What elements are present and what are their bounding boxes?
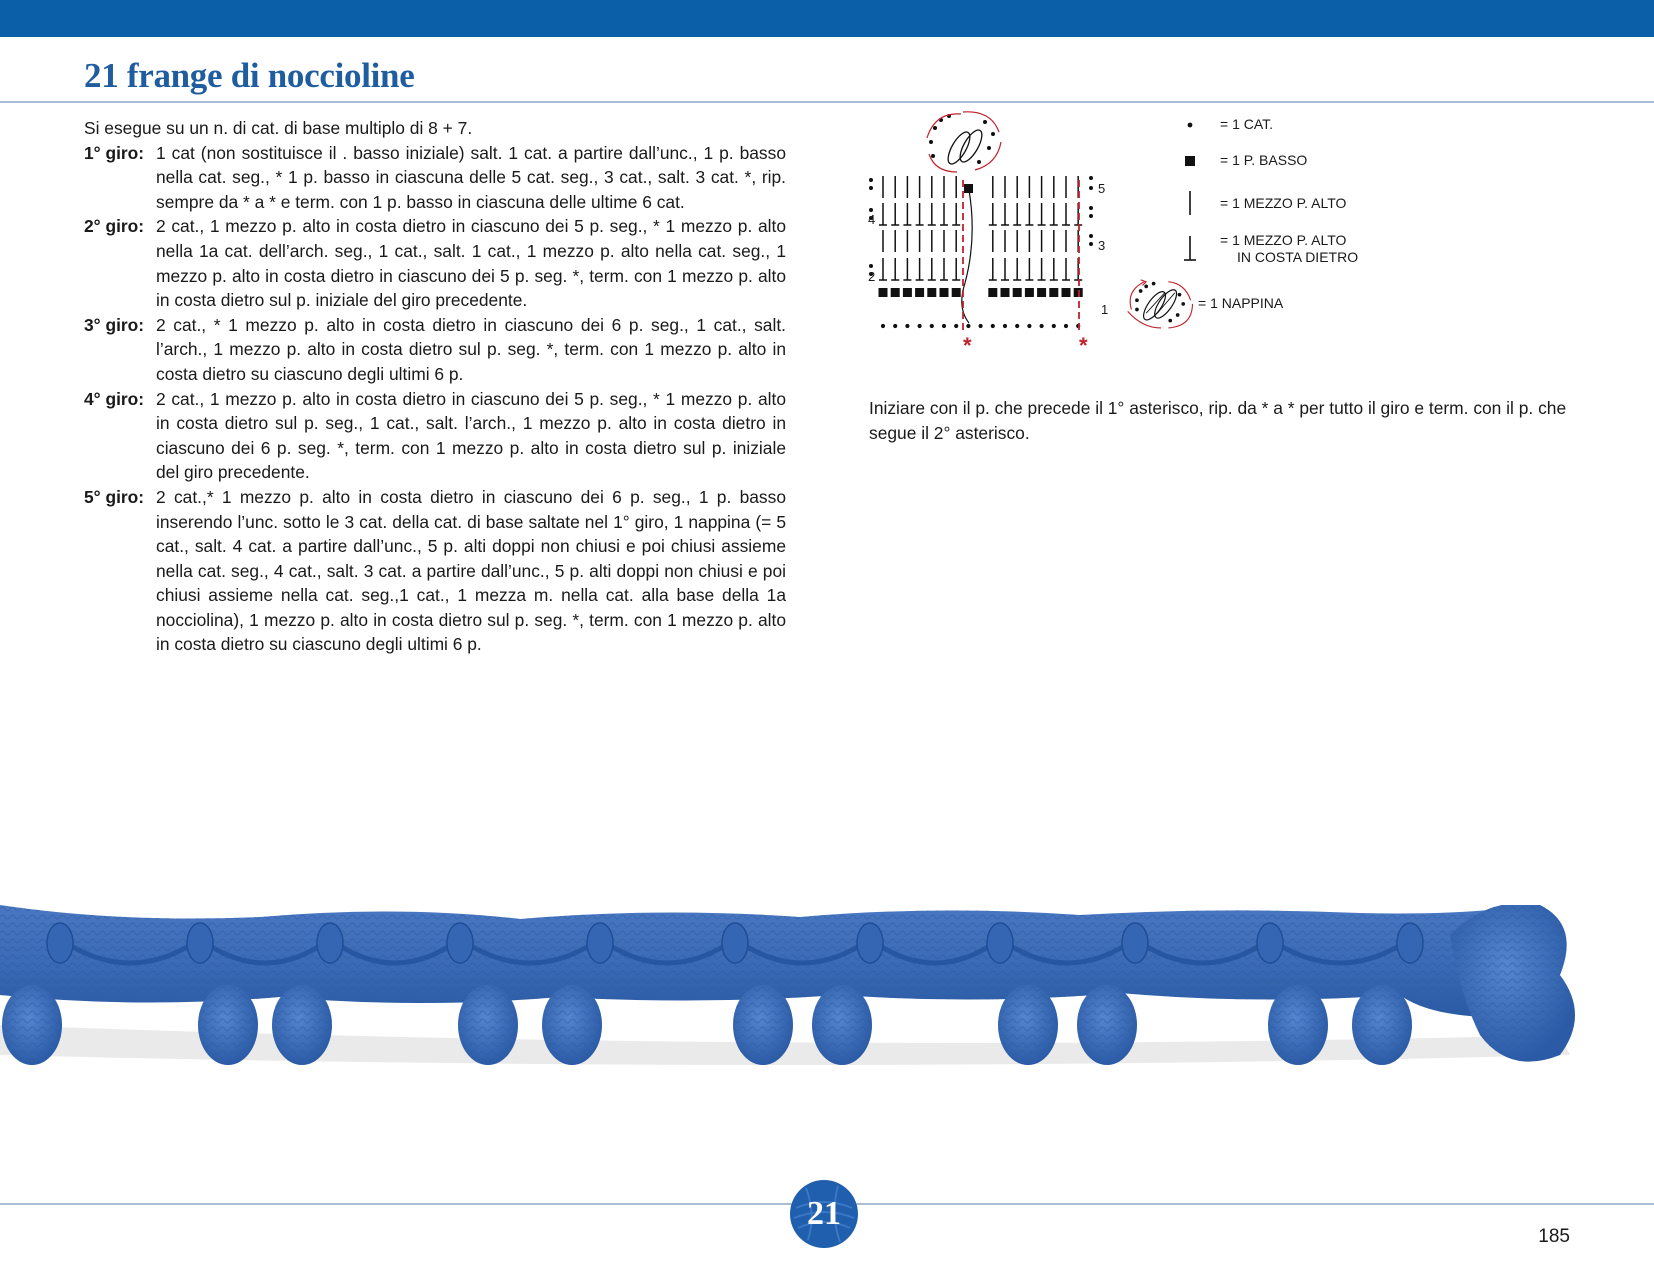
chain-dot: [869, 186, 873, 190]
chart-stitches: [869, 112, 1093, 333]
chain-dot: [881, 324, 885, 328]
trim-knot: [1122, 923, 1148, 963]
page-title: 21 frange di noccioline: [84, 56, 415, 95]
round-2: [84, 214, 786, 312]
chain-dot: [987, 146, 991, 150]
trim-knot: [47, 923, 73, 963]
single-crochet-mark: [1037, 288, 1046, 297]
legend-label-line1: = 1 MEZZO P. ALTO: [1220, 232, 1347, 248]
round-label: 1° giro:: [84, 142, 145, 163]
chain-dot: [991, 324, 995, 328]
legend-label-line2: IN COSTA DIETRO: [1237, 249, 1359, 265]
legend-item-chain: [1160, 116, 1273, 133]
tassel-petal: [956, 127, 986, 165]
chain-dot: [930, 324, 934, 328]
single-crochet-mark: [903, 288, 912, 297]
tassel-icon: [1124, 270, 1198, 336]
row-number-4: 4: [868, 212, 876, 227]
trim-knot: [317, 923, 343, 963]
round-5: [84, 485, 786, 657]
trim-drop-texture: [812, 985, 872, 1065]
single-crochet-mark: [915, 288, 924, 297]
pattern-number: 21: [807, 1195, 841, 1232]
legend-label: = 1 MEZZO P. ALTO: [1220, 194, 1347, 211]
chain-dot: [1064, 324, 1068, 328]
round-1: [84, 141, 786, 215]
chain-dot: [918, 324, 922, 328]
tassel-arrow: [927, 114, 961, 138]
instructions: [84, 116, 786, 657]
trim-drop-texture: [458, 985, 518, 1065]
trim-drop-texture: [1077, 985, 1137, 1065]
chain-dot: [929, 140, 933, 144]
round-text: 1 cat (non sostituisce il . basso iniziale) salt. 1 cat. a partire dall’unc., 1 p. basso nella cat. seg., * 1 p. basso in ciascuna delle 5 cat. seg., 3 cat., salt. 3 cat. *, rip. sempre da * a * e term. con 1 p. basso in ciascuna delle ultime 6 cat.: [156, 142, 786, 212]
chain-dot: [869, 178, 873, 182]
chain-dot: [1089, 242, 1093, 246]
trim-knot: [722, 923, 748, 963]
single-crochet-mark: [964, 184, 973, 193]
single-crochet-mark: [1001, 288, 1010, 297]
chain-dot: [1089, 186, 1093, 190]
trim-drop-texture: [198, 985, 258, 1065]
trim-drop-texture: [998, 985, 1058, 1065]
chain-dot: [1052, 324, 1056, 328]
chain-dot: [1015, 324, 1019, 328]
trim-drop-texture: [2, 985, 62, 1065]
single-crochet-mark: [940, 288, 949, 297]
row-number-3: 3: [1098, 238, 1106, 253]
chain-dot-icon: [1160, 120, 1220, 130]
legend-item-single-crochet: [1160, 152, 1307, 169]
chain-dot: [1027, 324, 1031, 328]
single-crochet-mark: [1049, 288, 1058, 297]
legend-item-tassel: [1160, 270, 1283, 336]
chain-dot: [983, 120, 987, 124]
chain-dot: [1040, 324, 1044, 328]
chain-dot: [979, 324, 983, 328]
single-crochet-mark: [1013, 288, 1022, 297]
round-label: 3° giro:: [84, 314, 145, 335]
single-crochet-mark: [1025, 288, 1034, 297]
chain-dot: [905, 324, 909, 328]
half-double-back-loop-icon: [1160, 235, 1220, 263]
single-crochet-mark: [1062, 288, 1071, 297]
trim-drop-texture: [272, 985, 332, 1065]
tassel-petal: [944, 129, 974, 167]
single-crochet-square-icon: [1160, 155, 1220, 167]
chain-dot: [1089, 176, 1093, 180]
trim-knot: [587, 923, 613, 963]
round-label: 2° giro:: [84, 216, 145, 237]
round-text: 2 cat., 1 mezzo p. alto in costa dietro in ciascuno dei 5 p. seg., * 1 mezzo p. alto nella 1a cat. dell’arch. seg., 1 cat., salt. 1 cat., 1 mezzo p. alto nella cat. seg., 1 mezzo p. alto in costa dietro in ciascuno dei 5 p. seg. *, term. con 1 mezzo p. alto in costa dietro sul p. iniziale del giro precedente.: [156, 216, 786, 311]
trim-knot: [187, 923, 213, 963]
chart-legend: [1160, 108, 1420, 338]
top-bar: [0, 0, 1654, 37]
round-text: 2 cat., * 1 mezzo p. alto in costa dietro in ciascuno dei 6 p. seg., 1 cat., salt. l’arch., 1 mezzo p. alto in costa dietro sul p. seg. *, term. con 1 mezzo p. alto in costa dietro su ciascuno degli ultimi 6 p.: [156, 314, 786, 384]
round-label: 5° giro:: [84, 486, 145, 507]
legend-label: = 1 P. BASSO: [1220, 152, 1308, 168]
trim-drop-texture: [542, 985, 602, 1065]
chain-dot: [942, 324, 946, 328]
half-double-crochet-icon: [1160, 190, 1220, 216]
row-number-2: 2: [868, 269, 876, 284]
trim-knot: [857, 923, 883, 963]
chain-dot: [933, 126, 937, 130]
chain-dot: [954, 324, 958, 328]
single-crochet-mark: [927, 288, 936, 297]
trim-drop-texture: [1268, 985, 1328, 1065]
chart-note: Iniziare con il p. che precede il 1° asterisco, rip. da * a * per tutto il giro e term. con il p. che segue il 2° asterisco.: [869, 398, 1567, 443]
chain-dot: [1003, 324, 1007, 328]
legend-label: = 1 CAT.: [1220, 116, 1274, 132]
chain-dot: [977, 160, 981, 164]
single-crochet-mark: [879, 288, 888, 297]
chain-dot: [991, 132, 995, 136]
chain-dot: [1089, 234, 1093, 238]
page-number: 185: [1538, 1226, 1570, 1247]
row-number-5: 5: [1098, 181, 1106, 196]
chain-dot: [1089, 214, 1093, 218]
chain-dot: [931, 154, 935, 158]
asterisk-1: *: [963, 333, 972, 358]
trim-shapes: [0, 905, 1575, 1065]
legend-item-half-double: [1160, 190, 1346, 216]
single-crochet-mark: [952, 288, 961, 297]
chain-dot: [1089, 206, 1093, 210]
round-4: [84, 387, 786, 485]
title-divider: [0, 101, 1654, 103]
legend-item-half-double-back: [1160, 232, 1358, 266]
single-crochet-mark: [988, 288, 997, 297]
crochet-chart: [865, 108, 1115, 363]
crochet-trim-photo: [0, 905, 1654, 1135]
chain-dot: [893, 324, 897, 328]
round-text: 2 cat., 1 mezzo p. alto in costa dietro in ciascuno dei 5 p. seg., * 1 mezzo p. alto in costa dietro sul p. seg., 1 cat., salt. l’arch., 1 mezzo p. alto in costa dietro in ciascuno dei 6 p. seg. *, term. con 1 mezzo p. alto in costa dietro sul p. iniziale del giro precedente.: [156, 388, 786, 483]
legend-label: [1220, 232, 1358, 266]
legend-label: = 1 NAPPINA: [1198, 294, 1284, 311]
trim-knot: [447, 923, 473, 963]
chain-dot: [966, 324, 970, 328]
trim-drop-texture: [733, 985, 793, 1065]
trim-drop-texture: [1352, 985, 1412, 1065]
single-crochet-mark: [891, 288, 900, 297]
round-label: 4° giro:: [84, 388, 145, 409]
trim-knot: [1397, 923, 1423, 963]
intro-text: Si esegue su un n. di cat. di base multiplo di 8 + 7.: [84, 118, 473, 138]
trim-knot: [987, 923, 1013, 963]
row-number-1: 1: [1101, 302, 1109, 317]
asterisk-2: *: [1079, 333, 1088, 358]
tassel-arrow: [963, 112, 999, 132]
round-3: [84, 313, 786, 387]
round-text: 2 cat.,* 1 mezzo p. alto in costa dietro in ciascuno dei 6 p. seg., 1 p. basso inserendo l’unc. sotto le 3 cat. della cat. di base saltate nel 1° giro, 1 nappina (= 5 cat., salt. 4 cat. a partire dall’unc., 5 p. alti doppi non chiusi e poi chiusi assieme nella cat. seg., 4 cat., salt. 3 cat. a partire dall’unc., 5 p. alti doppi non chiusi e poi chiusi assieme nella cat. seg.,1 cat., 1 mezza m. nella cat. alla base della 1a nocciolina), 1 mezzo p. alto in costa dietro sul p. seg. *, term. con 1 mezzo p. alto in costa dietro su ciascuno degli ultimi 6 p.: [156, 486, 786, 655]
trim-knot: [1257, 923, 1283, 963]
chain-dot: [869, 264, 873, 268]
